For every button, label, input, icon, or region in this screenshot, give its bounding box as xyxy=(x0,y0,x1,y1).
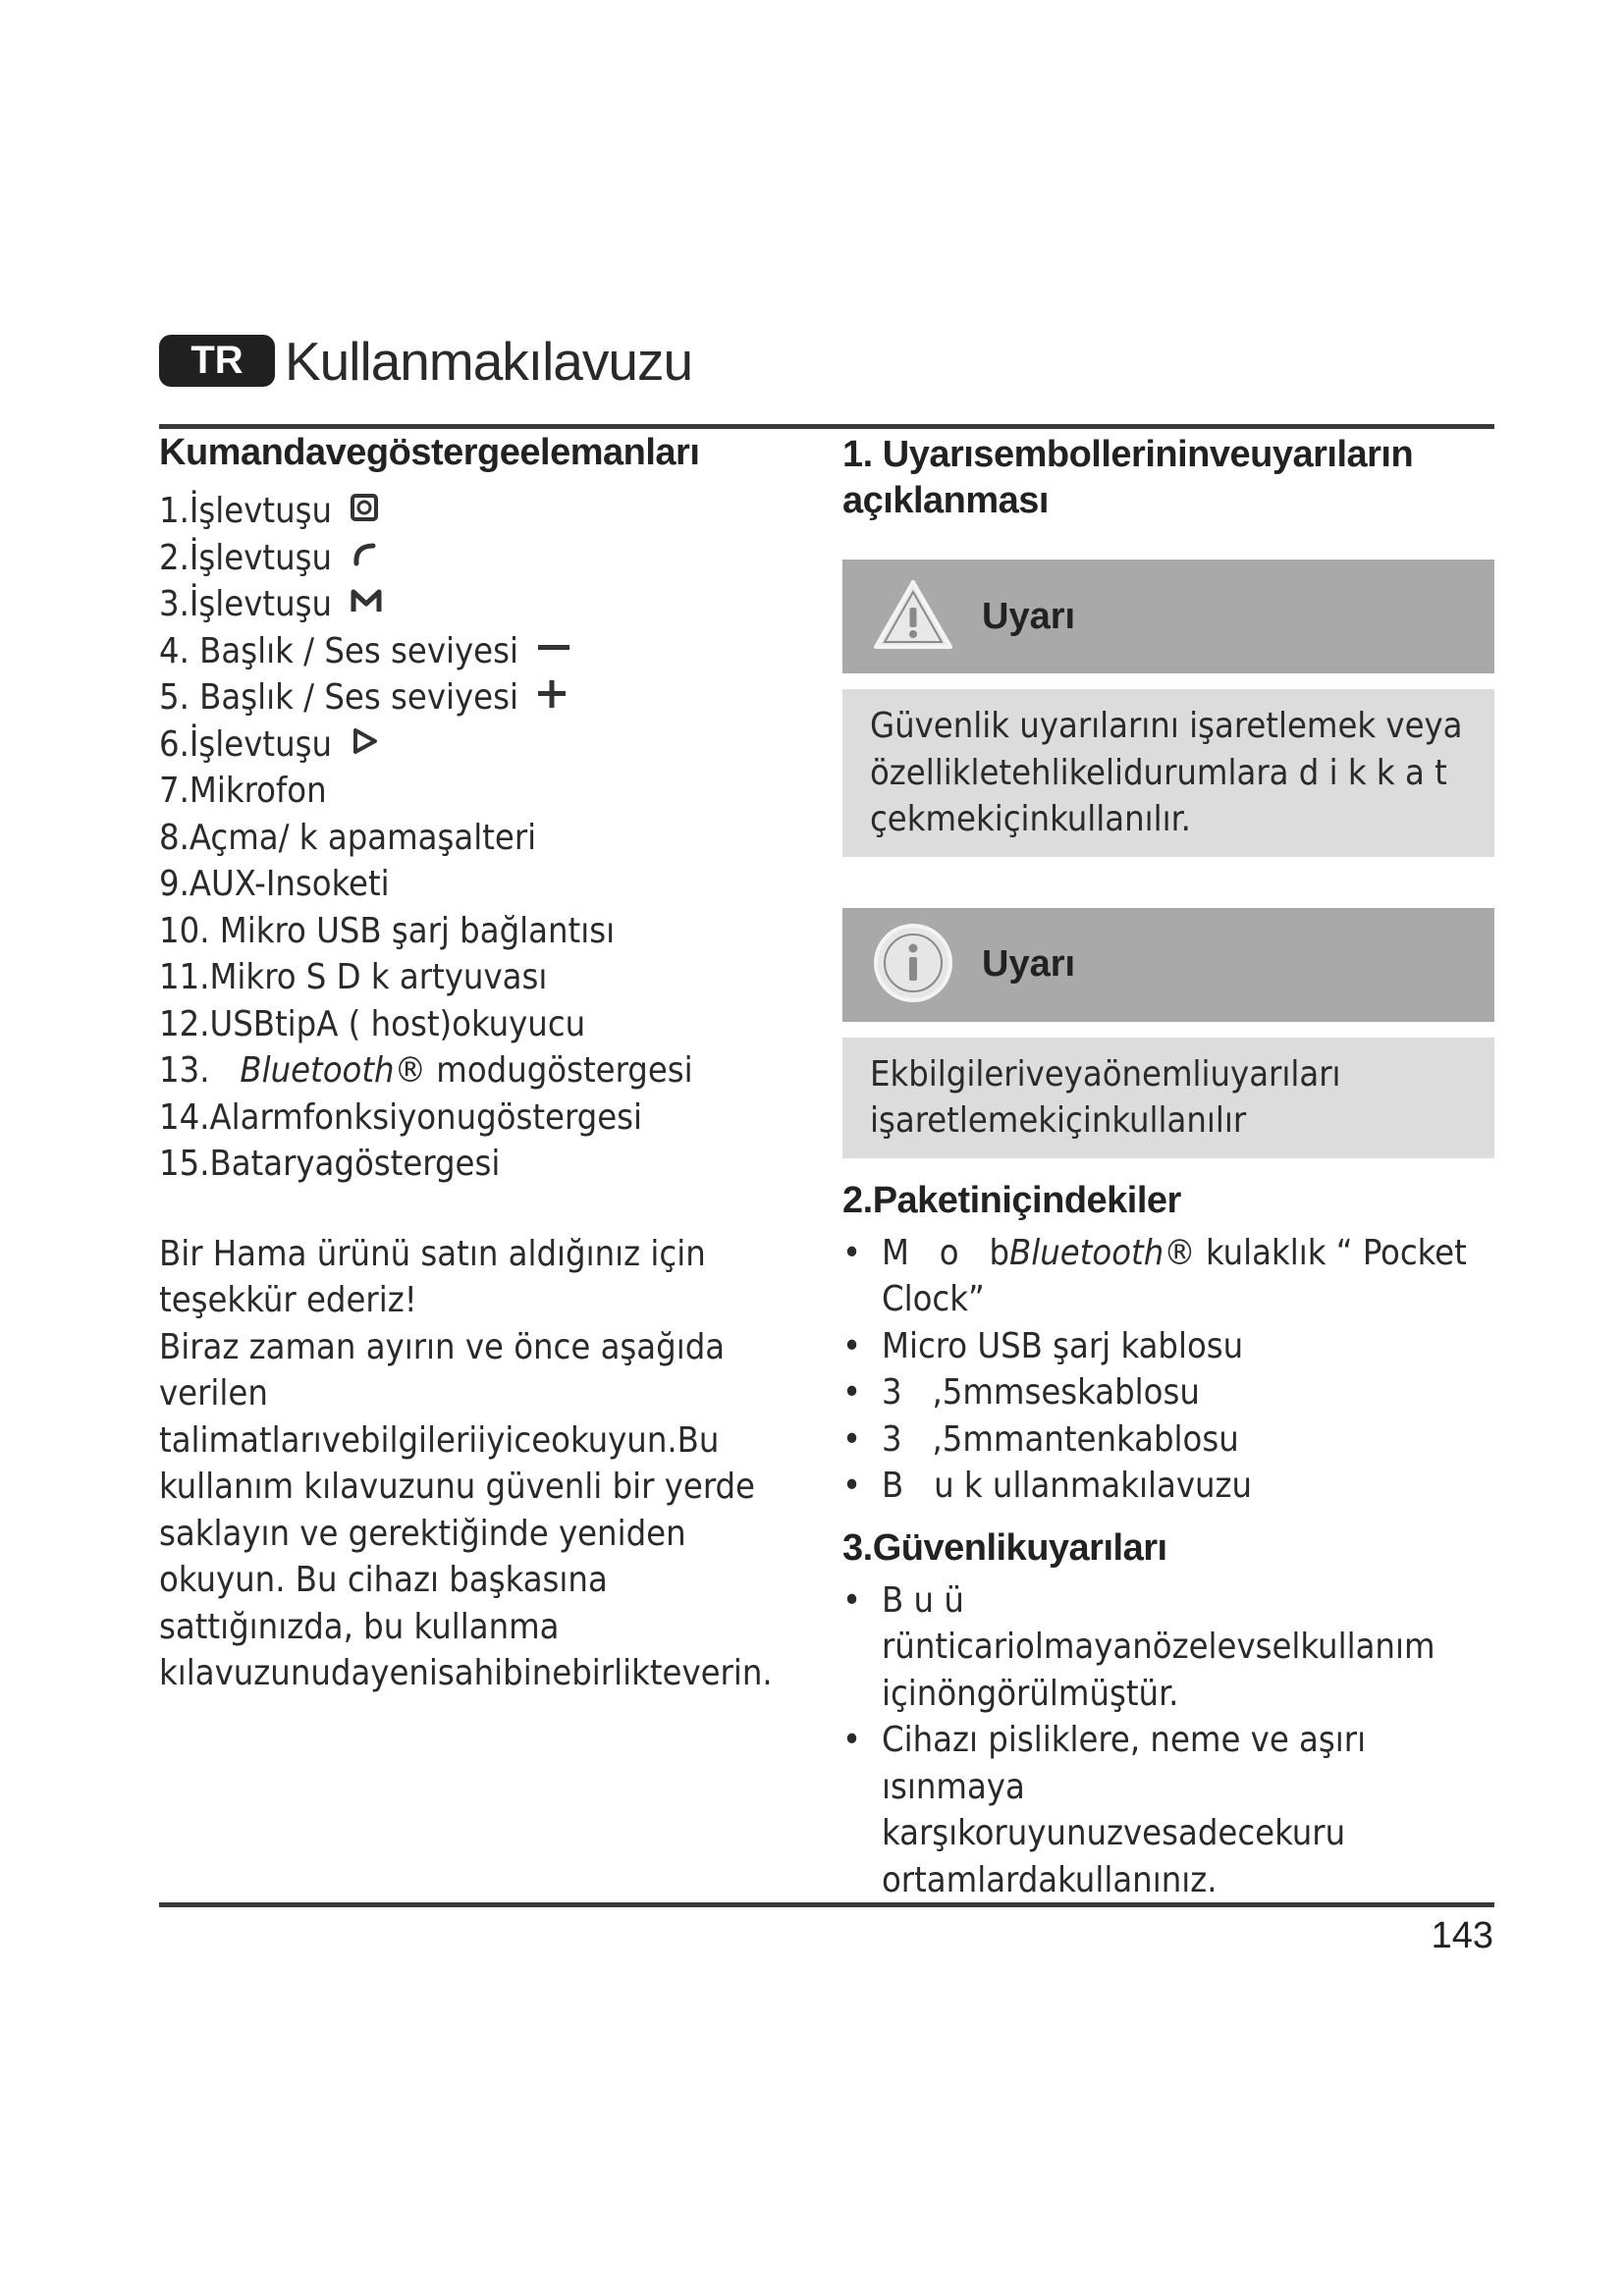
info-icon xyxy=(872,922,954,1008)
page-title: Kullanmakılavuzu xyxy=(285,331,693,392)
top-divider xyxy=(159,424,1494,429)
warning-header xyxy=(842,560,1494,673)
controls-list xyxy=(159,488,787,1188)
page-number: 143 xyxy=(1431,1915,1493,1956)
controls-item: 13. Bluetooth® modugöstergesi xyxy=(159,1050,693,1091)
list-item: • Cihazı pisliklere, neme ve aşırı ısınmaya karşıkoruyunuzvesadecekuru ortamlardakullanınız. xyxy=(842,1717,1494,1903)
language-badge: TR xyxy=(159,335,275,387)
section1-heading: 1. Uyarısembollerininveuyarıların açıklanması xyxy=(842,434,1414,521)
m-icon xyxy=(350,581,383,628)
controls-item: 14.Alarmfonksiyonugöstergesi xyxy=(159,1096,643,1138)
controls-item: 4. Başlık / Ses seviyesi xyxy=(159,628,787,675)
phone-icon xyxy=(350,535,379,582)
safety-list xyxy=(842,1577,1494,1904)
controls-item: 5. Başlık / Ses seviyesi xyxy=(159,674,787,721)
right-column xyxy=(842,432,1494,1903)
controls-item: 3.İşlevtuşu xyxy=(159,581,787,628)
list-item: • B u ü rünticariolmayanözelevselkullanım içinöngörülmüştür. xyxy=(842,1577,1494,1718)
package-list xyxy=(842,1230,1494,1510)
controls-item: 2.İşlevtuşu xyxy=(159,535,787,582)
controls-item: 10. Mikro USB şarj bağlantısı xyxy=(159,910,616,951)
left-column xyxy=(159,432,787,1697)
section3-heading: 3.Güvenlikuyarıları xyxy=(842,1526,1167,1569)
clock-icon xyxy=(350,488,379,535)
controls-item: 6.İşlevtuşu xyxy=(159,721,787,769)
warning-triangle-icon xyxy=(872,576,954,657)
play-icon xyxy=(350,721,379,769)
info-header xyxy=(842,908,1494,1022)
info-label: Uyarı xyxy=(982,943,1076,985)
controls-item: 1.İşlevtuşu xyxy=(159,488,787,535)
controls-item: 12.USBtipA ( host)okuyucu xyxy=(159,1003,586,1044)
list-item: • 3 ,5mmseskablosu xyxy=(842,1369,1494,1416)
intro-thanks: Bir Hama ürünü satın aldığınız için teşekkür ederiz! xyxy=(159,1233,706,1320)
warning-body: Güvenlik uyarılarını işaretlemek veya özellikletehlikelidurumlara d i k k a t çekmekiçinkullanılır. xyxy=(842,689,1494,857)
controls-item: 7.Mikrofon xyxy=(159,771,327,811)
controls-item: 8.Açma/ k apamaşalteri xyxy=(159,817,537,858)
list-item: • Micro USB şarj kablosu xyxy=(842,1323,1494,1370)
bottom-divider xyxy=(159,1902,1494,1907)
list-item: • B u k ullanmakılavuzu xyxy=(842,1463,1494,1510)
section2-heading: 2.Paketiniçindekiler xyxy=(842,1179,1181,1221)
intro-instructions: Biraz zaman ayırın ve önce aşağıda verilen talimatlarıvebilgileriiyiceokuyun.Bu kullanım kılavuzunu güvenli bir yerde saklayın ve gerektiğinde yeniden okuyun. Bu cihazı başkasına sattığınızda, bu kullanma kılavuzunudayenisahibinebirlikteverin. xyxy=(159,1326,773,1693)
controls-heading: Kumandavegöstergeelemanları xyxy=(159,432,700,473)
controls-item: 11.Mikro S D k artyuvası xyxy=(159,957,548,997)
warning-label: Uyarı xyxy=(982,595,1076,637)
list-item: • 3 ,5mmantenkablosu xyxy=(842,1416,1494,1464)
info-body: Ekbilgileriveyaönemliuyarıları işaretlemekiçinkullanılır xyxy=(842,1038,1494,1158)
list-item: • M o bBluetooth® kulaklık “ Pocket Clock” xyxy=(842,1230,1494,1323)
minus-icon xyxy=(536,628,571,675)
controls-item: 9.AUX-Insoketi xyxy=(159,864,390,904)
controls-item: 15.Bataryagöstergesi xyxy=(159,1144,501,1184)
plus-icon xyxy=(536,674,568,721)
